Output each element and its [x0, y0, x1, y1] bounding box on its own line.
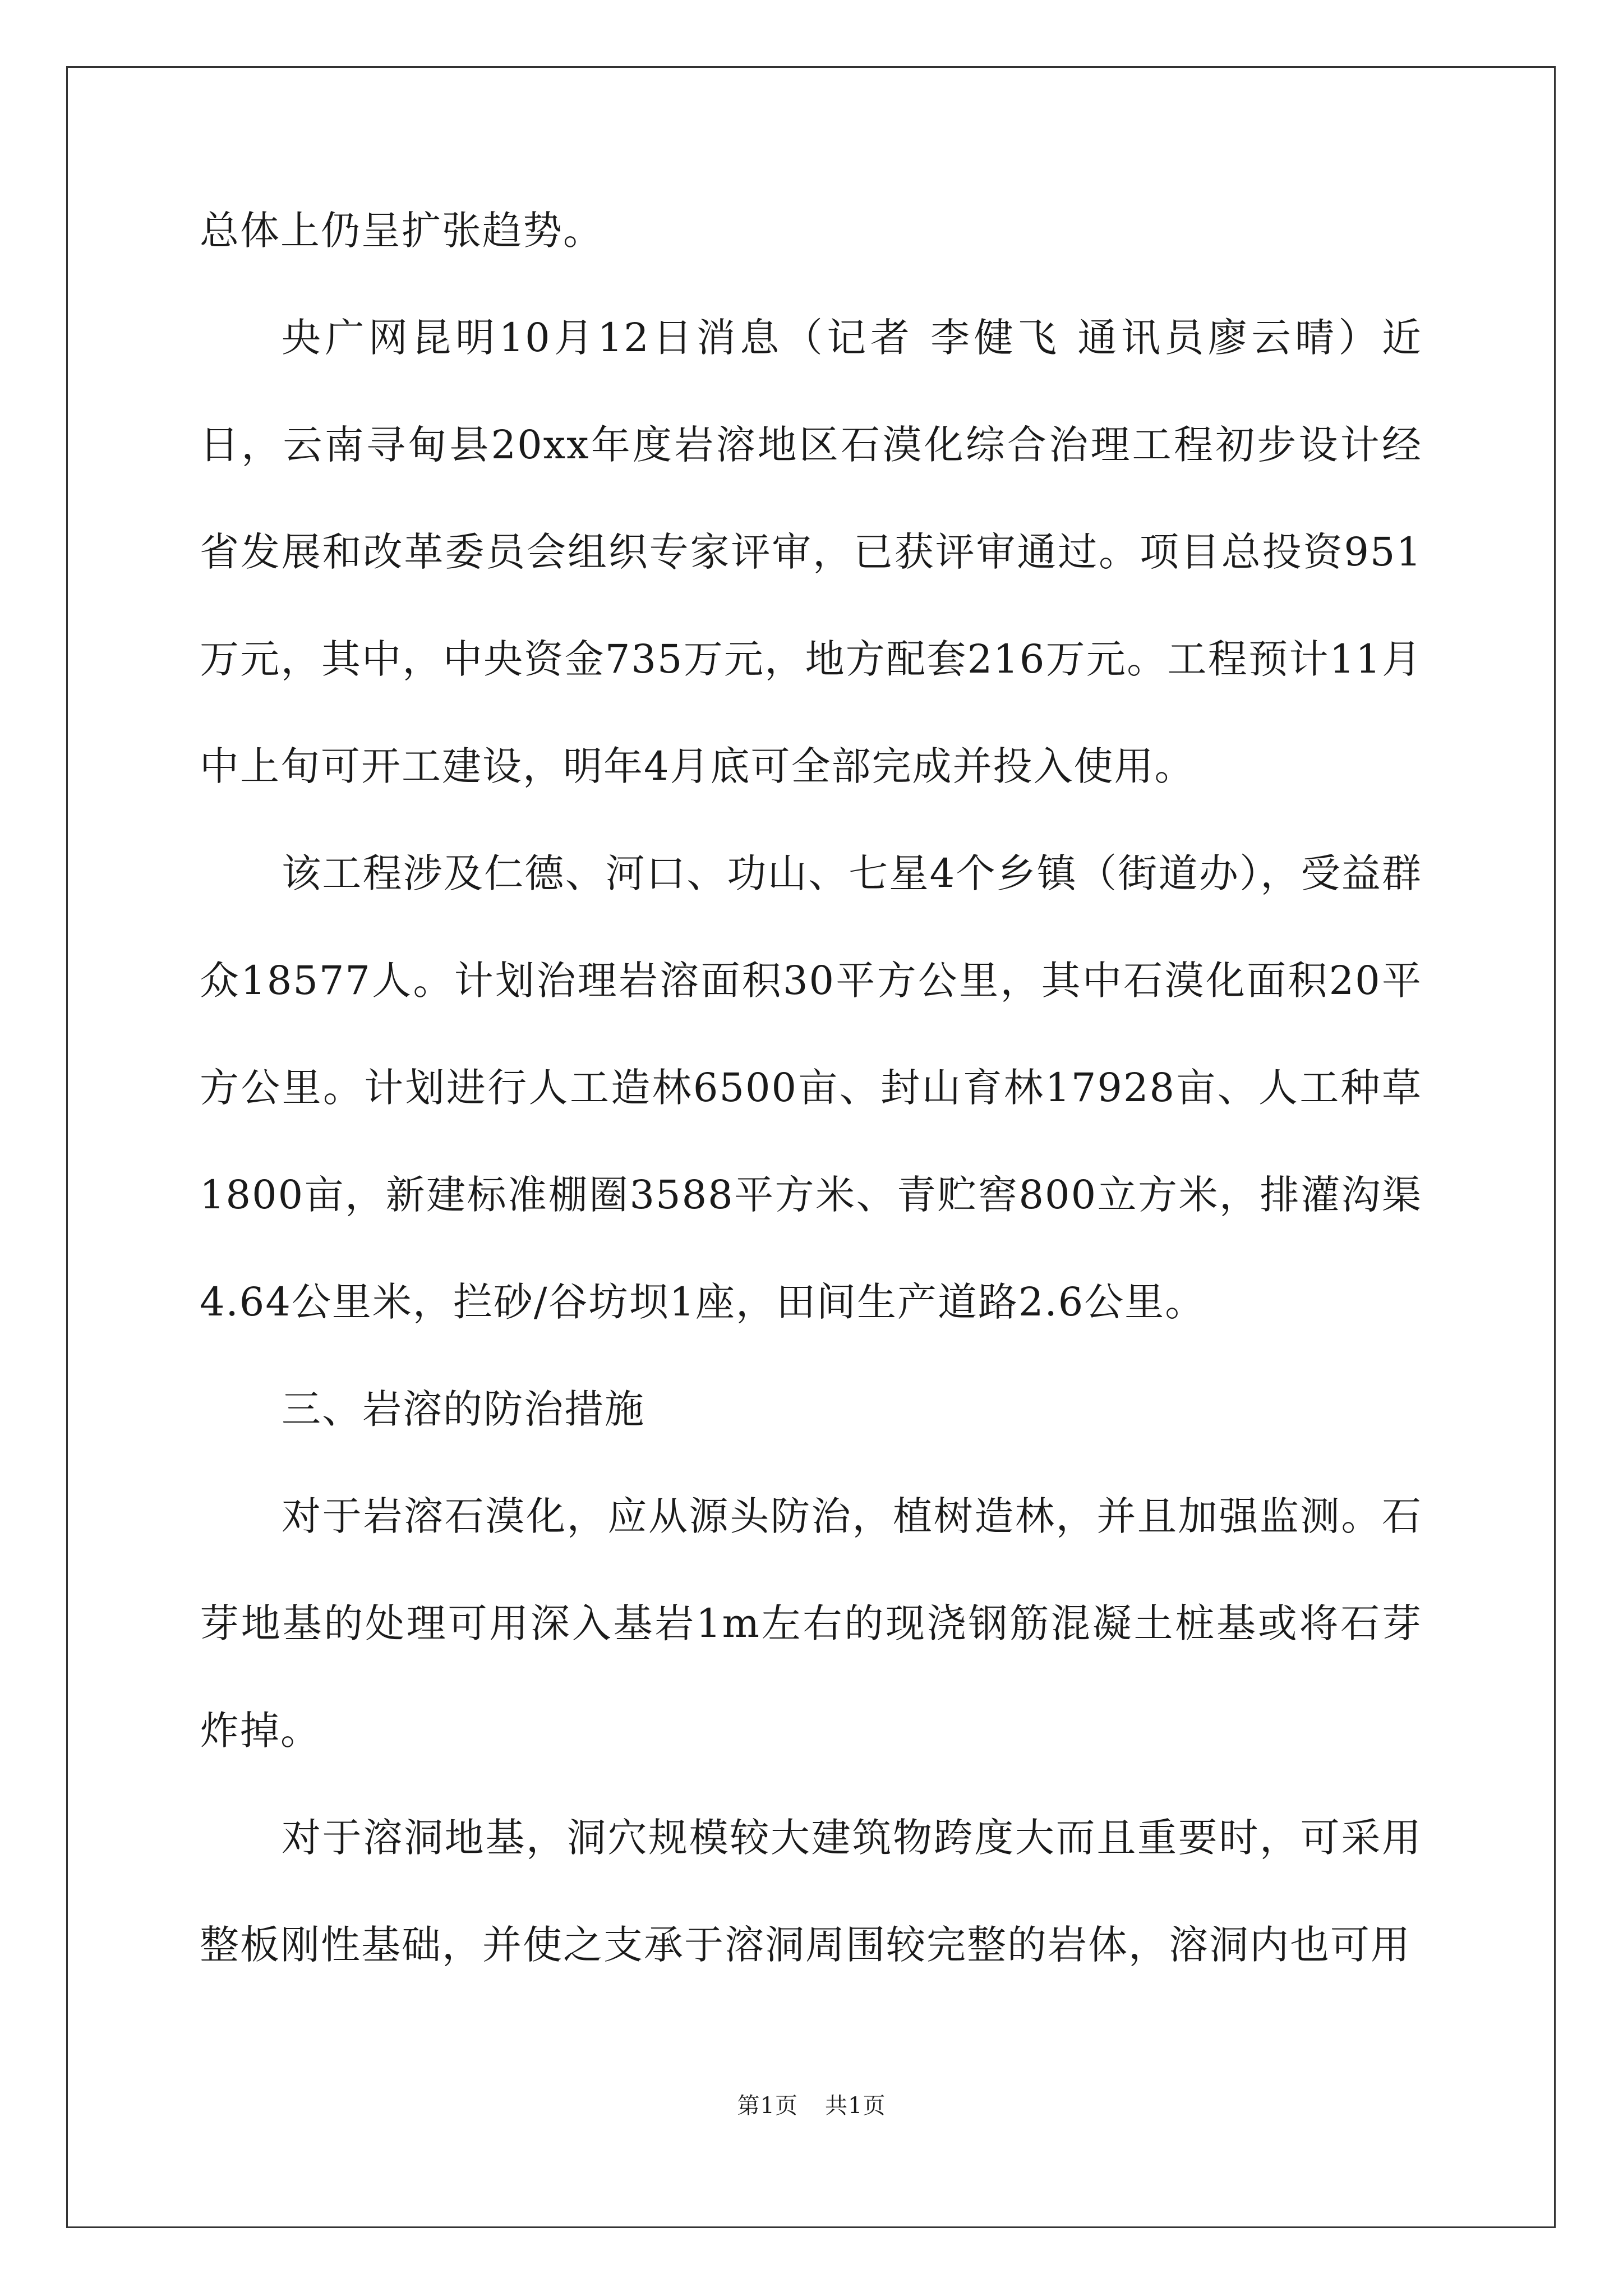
- page-number: 第1页: [737, 2093, 798, 2119]
- paragraph: 对于溶洞地基，洞穴规模较大建筑物跨度大而且重要时，可采用整板刚性基础，并使之支承于溶洞周围较完整的岩体，溶洞内也可用: [200, 1815, 1422, 1968]
- paragraph: 总体上仍呈扩张趋势。: [200, 208, 603, 254]
- paragraph: 该工程涉及仁德、河口、功山、七星4个乡镇（街道办），受益群众18577人。计划治理岩溶面积30平方公里，其中石漠化面积20平方公里。计划进行人工造林6500亩、封山育林17928亩、人工种草1800亩，新建标准棚圈3588平方米、青贮窖800立方米，排灌沟渠4.64公里米，拦砂/谷坊坝1座，田间生产道路2.6公里。: [200, 850, 1422, 1325]
- paragraph: 央广网昆明10月12日消息（记者 李健飞 通讯员廖云晴）近日，云南寻甸县20xx年度岩溶地区石漠化综合治理工程初步设计经省发展和改革委员会组织专家评审，已获评审通过。项目总投资951万元，其中，中央资金735万元，地方配套216万元。工程预计11月中上旬可开工建设，明年4月底可全部完成并投入使用。: [200, 315, 1422, 789]
- document-body: [200, 208, 1422, 1999]
- section-heading: 三、岩溶的防治措施: [282, 1386, 645, 1432]
- page-footer: [0, 2088, 1623, 2120]
- page-total: 共1页: [825, 2093, 886, 2119]
- paragraph: 对于岩溶石漠化，应从源头防治，植树造林，并且加强监测。石芽地基的处理可用深入基岩1m左右的现浇钢筋混凝土桩基或将石芽炸掉。: [200, 1493, 1422, 1754]
